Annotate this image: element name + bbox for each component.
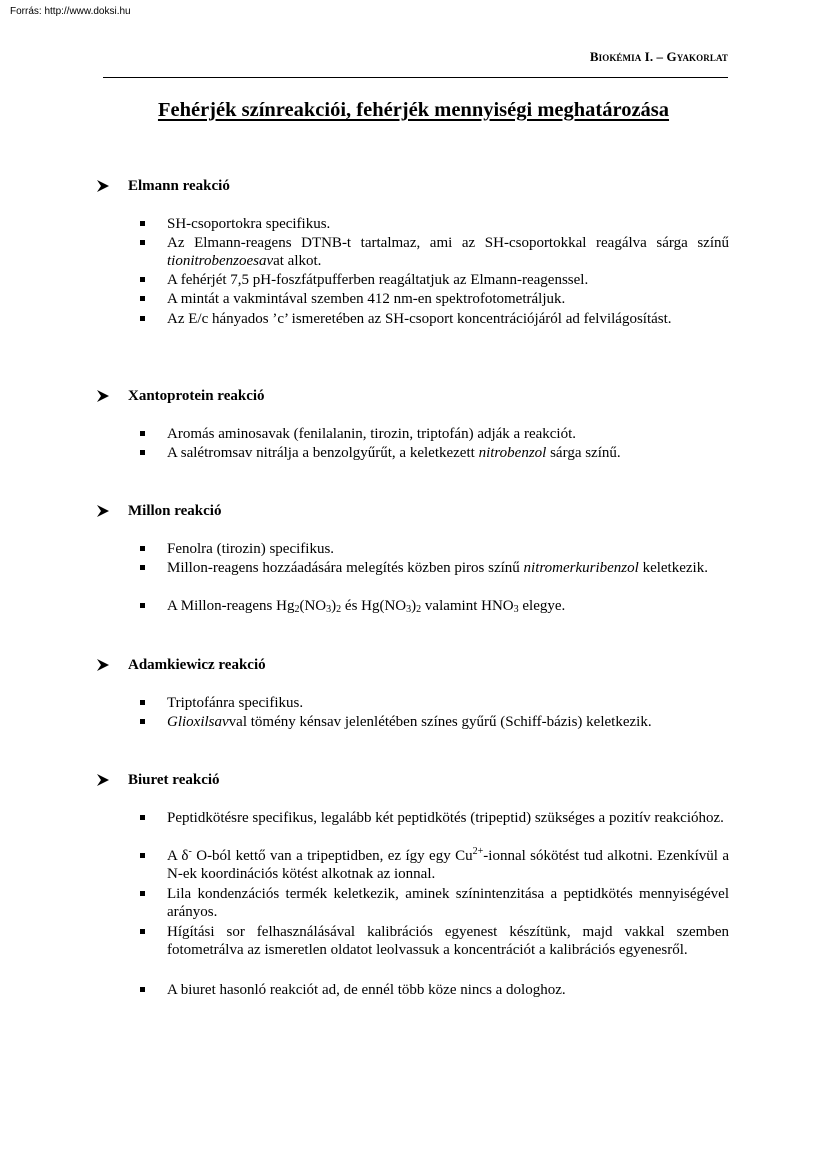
- item-text: Fenolra (tirozin) specifikus.: [167, 541, 335, 557]
- section-title: Xantoprotein reakció: [128, 387, 265, 404]
- square-bullet-icon: [140, 546, 145, 551]
- item-text: Lila kondenzációs termék keletkezik, aminek színintenzitása a peptidkötés mennyiségével arányos.: [167, 886, 729, 921]
- square-bullet-icon: [140, 853, 145, 858]
- arrow-bullet-icon: [97, 505, 109, 517]
- square-bullet-icon: [140, 316, 145, 321]
- section-heading: [97, 501, 221, 521]
- item-text: SH-csoportokra specifikus.: [167, 216, 331, 232]
- item-text: Glioxilsavval tömény kénsav jelenlétében színes gyűrű (Schiff-bázis) keletkezik.: [167, 714, 652, 730]
- square-bullet-icon: [140, 221, 145, 226]
- item-text: A mintát a vakmintával szemben 412 nm-en spektrofotometráljuk.: [167, 291, 566, 307]
- arrow-bullet-icon: [97, 774, 109, 786]
- item-text: A δ- O-ból kettő van a tripeptidben, ez így egy $Cu^{2+}$-ionnal sókötést tud alkotni. Ezenkívül a N-ek koordinációs kötést alkotnak az ionnal.: [167, 846, 729, 883]
- item-text: A salétromsav nitrálja a benzolgyűrűt, a keletkezett nitrobenzol sárga színű.: [167, 445, 621, 461]
- page-title: Fehérjék színreakciói, fehérjék mennyiségi meghatározása: [157, 99, 670, 121]
- square-bullet-icon: [140, 603, 145, 608]
- square-bullet-icon: [140, 565, 145, 570]
- section-heading: [97, 655, 266, 675]
- square-bullet-icon: [140, 719, 145, 724]
- section-heading: [97, 386, 265, 406]
- item-text: Az E/c hányados ’c’ ismeretében az SH-csoport koncentrációjáról ad felvilágosítást.: [167, 311, 672, 327]
- square-bullet-icon: [140, 700, 145, 705]
- arrow-bullet-icon: [97, 390, 109, 402]
- item-text: Triptofánra specifikus.: [167, 695, 304, 711]
- square-bullet-icon: [140, 431, 145, 436]
- square-bullet-icon: [140, 815, 145, 820]
- item-text: Millon-reagens hozzáadására melegítés közben piros színű nitromerkuribenzol keletkezik.: [167, 560, 708, 576]
- square-bullet-icon: [140, 987, 145, 992]
- section-title: Adamkiewicz reakció: [128, 656, 266, 673]
- item-text: Peptidkötésre specifikus, legalább két peptidkötés (tripeptid) szükséges a pozitív reakcióhoz.: [167, 810, 724, 826]
- section-heading: [97, 770, 220, 790]
- arrow-bullet-icon: [97, 659, 109, 671]
- square-bullet-icon: [140, 277, 145, 282]
- item-text: A Millon-reagens $Hg_2(NO_3)_2$ és $Hg(NO_3)_2$ valamint $HNO_3$ elegye.: [167, 598, 566, 615]
- item-text: Hígítási sor felhasználásával kalibrációs egyenest készítünk, majd vakkal szemben fotometrálva az ismeretlen oldatot leolvassuk a koncentrációt a kalibrációs egyenesről.: [167, 924, 729, 959]
- square-bullet-icon: [140, 891, 145, 896]
- section-title: Biuret reakció: [128, 771, 220, 788]
- section-title: Millon reakció: [128, 502, 222, 519]
- header-rule: [103, 77, 728, 78]
- square-bullet-icon: [140, 240, 145, 245]
- item-text: Az Elmann-reagens DTNB-t tartalmaz, ami az SH-csoportokkal reagálva sárga színű tionitrobenzoesavat alkot.: [167, 235, 729, 270]
- section-heading: [97, 176, 230, 196]
- section-title: Elmann reakció: [128, 177, 230, 194]
- square-bullet-icon: [140, 450, 145, 455]
- item-text: Aromás aminosavak (fenilalanin, tirozin, triptofán) adják a reakciót.: [167, 426, 577, 442]
- source-label: Forrás: http://www.doksi.hu: [10, 6, 131, 17]
- item-text: A fehérjét 7,5 pH-foszfátpufferben reagáltatjuk az Elmann-reagenssel.: [167, 272, 589, 288]
- running-header: Biokémia I. – Gyakorlat: [589, 49, 728, 64]
- item-text: A biuret hasonló reakciót ad, de ennél több köze nincs a dologhoz.: [167, 982, 566, 998]
- arrow-bullet-icon: [97, 180, 109, 192]
- square-bullet-icon: [140, 296, 145, 301]
- square-bullet-icon: [140, 929, 145, 934]
